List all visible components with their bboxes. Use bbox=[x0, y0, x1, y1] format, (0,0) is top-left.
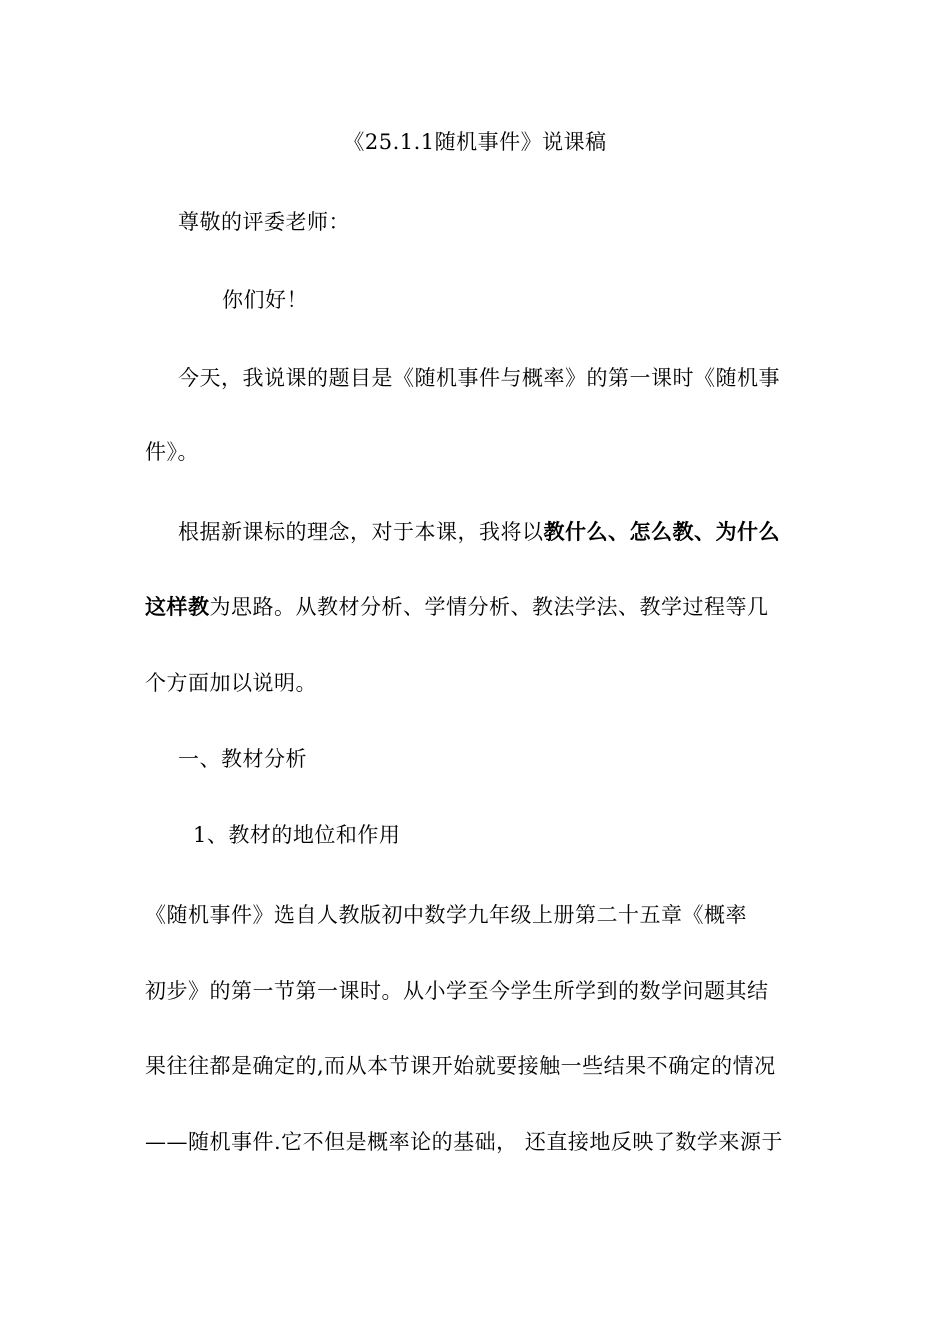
document-title: 《25.1.1随机事件》说课稿 bbox=[343, 130, 607, 154]
section-subheading: 1、教材的地位和作用 bbox=[193, 823, 401, 847]
approach-line-2 bbox=[145, 593, 825, 621]
body-line: 果往往都是确定的,而从本节课开始就要接触一些结果不确定的情况 bbox=[145, 1054, 776, 1078]
body-line: 初步》的第一节第一课时。从小学至今学生所学到的数学问题其结 bbox=[145, 979, 769, 1003]
hello-line: 你们好！ bbox=[222, 288, 308, 312]
approach-bold-text: 教什么、怎么教、为什么 bbox=[543, 519, 780, 544]
intro-line-1: 今天，我说课的题目是《随机事件与概率》的第一课时《随机事 bbox=[178, 366, 780, 390]
approach-line-3: 个方面加以说明。 bbox=[145, 671, 317, 695]
approach-bold-text-2: 这样教 bbox=[145, 594, 210, 619]
section-heading: 一、教材分析 bbox=[178, 747, 307, 771]
approach-text-2: 为思路。从教材分析、学情分析、教法学法、教学过程等几 bbox=[209, 595, 769, 619]
intro-line-2: 件》。 bbox=[145, 440, 199, 464]
greeting: 尊敬的评委老师： bbox=[178, 210, 350, 234]
approach-text: 根据新课标的理念，对于本课，我将以 bbox=[178, 520, 544, 544]
body-line: ——随机事件.它不但是概率论的基础， 还直接地反映了数学来源于 bbox=[145, 1130, 783, 1154]
body-line: 《随机事件》选自人教版初中数学九年级上册第二十五章《概率 bbox=[145, 903, 747, 927]
approach-line-1 bbox=[178, 518, 858, 546]
